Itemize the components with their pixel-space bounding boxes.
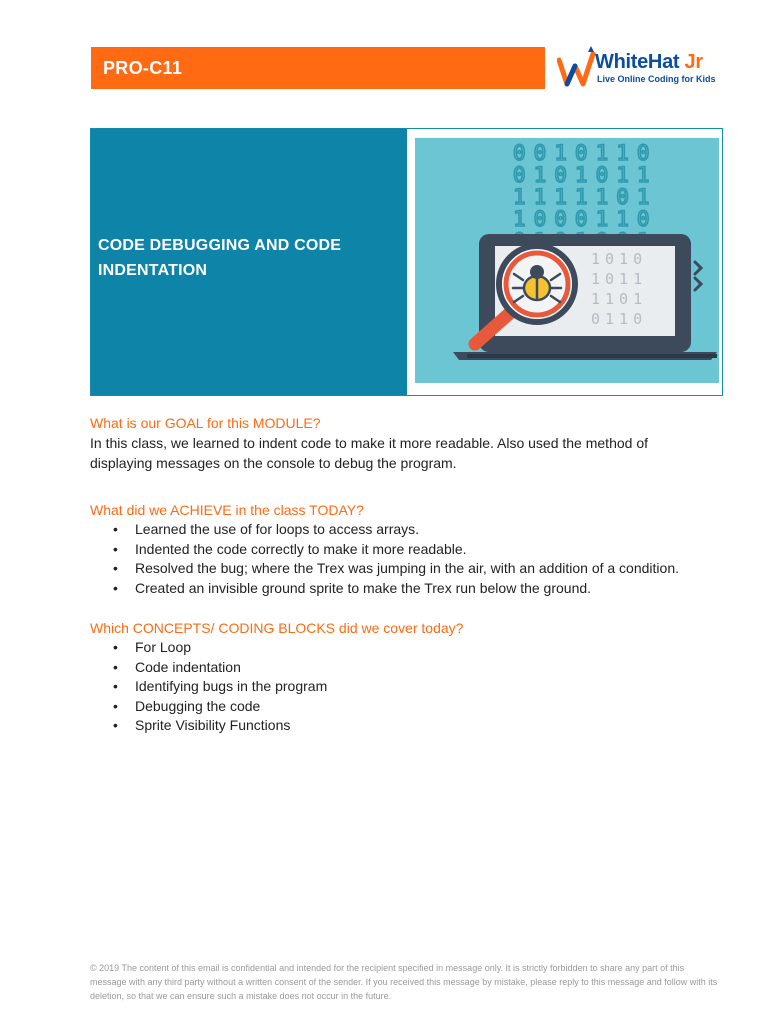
hero-title-panel: [91, 129, 407, 395]
binary-digits: 0010110: [513, 141, 658, 165]
logo-tagline: Live Online Coding for Kids: [597, 74, 716, 84]
goal-text: In this class, we learned to indent code to make it more readable. Also used the method of displaying messages on the console to debug the program.: [90, 435, 648, 471]
list-item: • Code indentation: [90, 658, 710, 678]
header-bar: [91, 47, 545, 89]
achieve-heading: What did we ACHIEVE in the class TODAY?: [90, 502, 364, 518]
logo-brand: WhiteHat Jr: [595, 51, 703, 73]
screen-binary-digits: 1101: [591, 290, 648, 308]
confidentiality-notice: © 2019 The content of this email is confidential and intended for the recipient specified in message only. It is strictly forbidden to share any part of this message with any third party without a written consent of the sender. If you received this message by mistake, please reply to this message and follow with its deletion, so that we can ensure such a mistake does not occur in the future.: [90, 963, 718, 1001]
binary-digits: 1111101: [513, 185, 658, 209]
hero-banner: [90, 128, 723, 396]
list-item: • Created an invisible ground sprite to make the Trex run below the ground.: [90, 579, 710, 599]
course-code: PRO-C11: [103, 57, 183, 78]
binary-digits: 1000110: [513, 207, 658, 231]
achieve-list: [90, 520, 710, 598]
achieve-section: [90, 501, 710, 598]
list-item: • Debugging the code: [90, 697, 710, 717]
list-item: • Identifying bugs in the program: [90, 677, 710, 697]
goal-section: [90, 414, 710, 473]
screen-binary-digits: 0110: [591, 310, 648, 328]
list-item: • Resolved the bug; where the Trex was jumping in the air, with an addition of a condition.: [90, 559, 710, 579]
list-item: • For Loop: [90, 638, 710, 658]
whitehat-jr-logo: [557, 46, 717, 90]
binary-digits: 0101011: [513, 163, 658, 187]
list-item: • Learned the use of for loops to access arrays.: [90, 520, 710, 540]
concepts-list: [90, 638, 710, 736]
logo-mark-icon: [557, 46, 597, 90]
page-title: CODE DEBUGGING AND CODE INDENTATION: [98, 237, 342, 279]
laptop-bug-illustration: [415, 138, 719, 383]
screen-binary-digits: 1010: [591, 250, 648, 268]
screen-binary-digits: 1011: [591, 270, 648, 288]
list-item: • Sprite Visibility Functions: [90, 716, 710, 736]
goal-heading: What is our GOAL for this MODULE?: [90, 415, 321, 431]
concepts-heading: Which CONCEPTS/ CODING BLOCKS did we cover today?: [90, 620, 464, 636]
list-item: • Indented the code correctly to make it more readable.: [90, 540, 710, 560]
concepts-section: [90, 619, 710, 736]
